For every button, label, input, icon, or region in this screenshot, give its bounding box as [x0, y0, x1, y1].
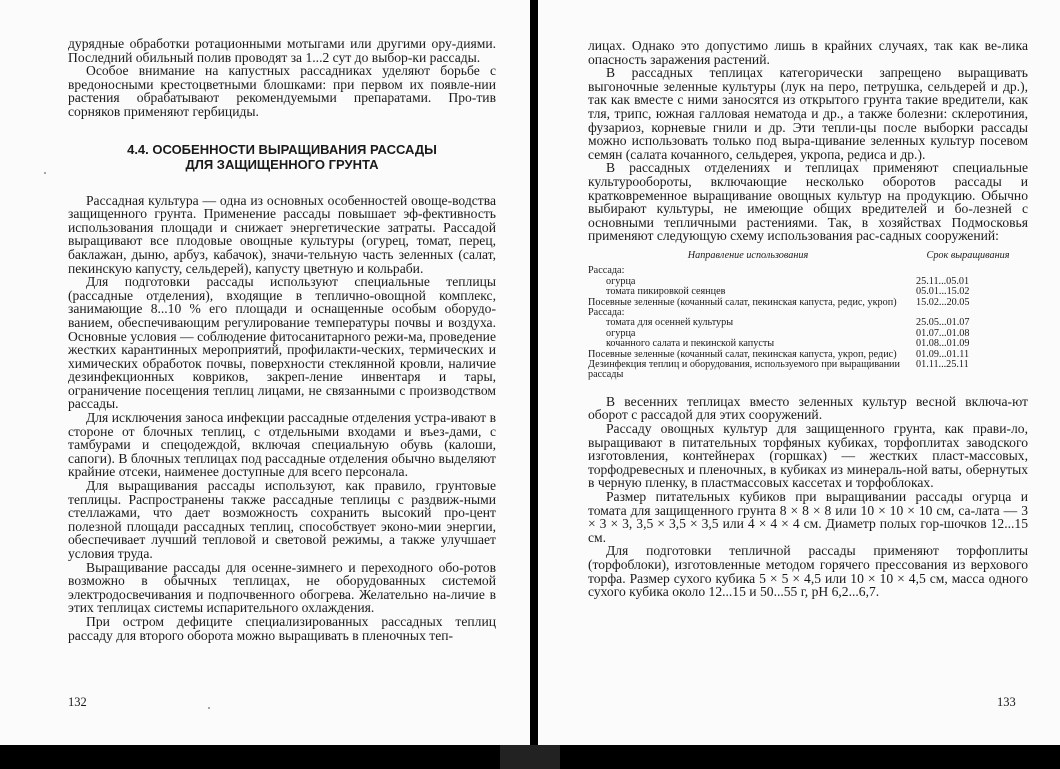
table-cell-term: 05.01...15.02 — [916, 286, 970, 298]
table-row — [588, 298, 1028, 308]
table-cell-term: 01.08...01.09 — [916, 338, 970, 350]
left-paragraph: Для выращивания рассады используют, как правило, грунтовые теплицы. Распространены также рассадные теплицы с раздвиж-ными стеллажами, что дает возможность сохранить высокий про-цент полезной площади рассадных теплиц, способствует эконо-мии энергии, обеспечивает лучший тепловой и световой режимы, а также улучшает условия труда. — [68, 478, 496, 561]
right-page — [538, 0, 1060, 745]
scan-bottom-edge — [0, 745, 1060, 769]
table-cell-usage: огурца — [606, 275, 636, 287]
table-row — [588, 360, 1028, 381]
page-number-left: 132 — [68, 695, 87, 709]
left-paragraph: Рассадная культура — одна из основных особенностей овоще-водства защищенного грунта. Применение рассады повышает эф-фективность использования площади и снижает энергетические затраты. Рассадой выращивают все плодовые овощные культуры (огурец, томат, перец, баклажан, дыню, арбуз, кабачок), значи-тельную часть зеленных (салат, пекинскую капусту, сельдерей), капусту цветную и кольраби. — [68, 192, 496, 276]
left-intro-paragraph: дурядные обработки ротационными мотыгами или другими ору-диями. Последний обильный полив проводят за 1...2 сут до выбор-ки рассады. — [68, 36, 496, 65]
right-paragraph: В весенних теплицах вместо зеленных культур весной включа-ют оборот с рассадой для этих сооружений. — [588, 393, 1028, 423]
table-row — [588, 287, 1028, 297]
table-cell-term: 01.09...01.11 — [916, 348, 970, 360]
table-cell-usage: томата пикировкой сеянцев — [606, 286, 726, 298]
table-cell-term: 25.05...01.07 — [916, 317, 970, 329]
table-cell-term: 01.11...25.11 — [916, 358, 969, 370]
column-header-usage: Направление использования — [687, 249, 809, 261]
column-header-term: Срок выращивания — [926, 249, 1010, 261]
table-body — [588, 266, 1028, 380]
table-cell-usage: Посевные зеленные (кочанный салат, пекинская капуста, укроп, редис) — [588, 348, 897, 360]
table-cell-usage: Дезинфекция теплиц и оборудования, используемого при выращивании рассады — [588, 358, 900, 381]
section-heading-line-2: ДЛЯ ЗАЩИЩЕННОГО ГРУНТА — [185, 156, 379, 172]
table-cell-usage: томата для осенней культуры — [606, 317, 734, 329]
section-heading — [68, 142, 496, 172]
right-paragraph: лицах. Однако это допустимо лишь в крайних случаях, так как ве-лика опасность заражения растений. — [588, 38, 1028, 67]
table-cell-usage: Рассада: — [588, 265, 625, 277]
book-gutter — [530, 0, 538, 769]
table-cell-term: 25.11...05.01 — [916, 275, 970, 287]
right-paragraph: В рассадных теплицах категорически запрещено выращивать выгоночные зеленные культуры (лук на перо, петрушка, сельдерей и др.), так как вместе с ними заносятся из открытого грунта такие вредители, как тля, трипс, южная галловая нематода и др., а также болезни: склеротиния, фузариоз, корневые гнили и др. Эти тепли-цы после выборки рассады можно использовать только под выра-щивание зеленных культур посевом семян (салата кочанного, сельдерея, укропа, редиса и др.). — [588, 65, 1028, 162]
rotation-schedule-table — [588, 251, 1028, 381]
table-cell-usage: Рассада: — [588, 306, 625, 318]
left-text-column — [68, 37, 496, 642]
left-paragraph: При остром дефиците специализированных рассадных теплиц рассаду для второго оборота можно выращивать в пленочных теп- — [68, 613, 496, 643]
table-cell-usage: кочанного салата и пекинской капусты — [606, 338, 775, 350]
table-cell-usage: Посевные зеленные (кочанный салат, пекинская капуста, редис, укроп) — [588, 296, 897, 308]
left-paragraph: Выращивание рассады для осенне-зимнего и переходного обо-ротов возможно в обычных теплицах, не оборудованных системой электродосвечивания и подпочвенного обогрева. Желательно на-личие в этих теплицах системы испарительного охлаждения. — [68, 559, 496, 616]
section-heading-line-1: 4.4. ОСОБЕННОСТИ ВЫРАЩИВАНИЯ РАССАДЫ — [127, 141, 437, 157]
table-header — [588, 251, 1028, 261]
right-paragraph: В рассадных отделениях и теплицах применяют специальные культурообороты, включающие несколько оборотов рассады и кратковременное выращивание овощных культур на продукцию. Обычно выбирают культуры, не имеющие общих вредителей и бо-лезней с основными тепличными растениями. Так, в хозяйствах Подмосковья применяют следующую схему использования рас-садных сооружений: — [588, 160, 1028, 244]
left-paragraph: Для исключения заноса инфекции рассадные отделения устра-ивают в стороне от блочных теплиц, с отдельными входами и въез-дами, с тамбурами и спецодеждой, включая специальную обувь (калоши, сапоги). В блочных теплицах под рассадные отделения обычно выделяют крайние отсеки, наименее доступные для всего персонала. — [68, 410, 496, 480]
left-page — [0, 0, 530, 745]
right-paragraph: Для подготовки тепличной рассады применяют торфоплиты (торфоблоки), изготовленные методом горячего прессования из верхового торфа. Размер сухого кубика 5 × 5 × 4,5 или 10 × 10 × 4,5 см, масса одного сухого кубика около 12...15 и 50...55 г, pH 6,2...6,7. — [588, 543, 1028, 600]
right-text-column — [588, 39, 1028, 599]
right-paragraph: Размер питательных кубиков при выращивании рассады огурца и томата для защищенного грунта 8 × 8 × 8 или 10 × 10 × 10 см, са-лата — 3 × 3 × 3, 3,5 × 3,5 × 3,5 или 4 × 4 × 4 см. Диаметр полых гор-шочков 12...15 см. — [588, 488, 1028, 545]
table-cell-usage: огурца — [606, 327, 636, 339]
right-paragraph: Рассаду овощных культур для защищенного грунта, как прави-ло, выращивают в питательных торфяных кубиках, торфоплитах заводского изготовления, контейнерах (горшках) — жестких пласт-массовых, торфодревесных и пленочных, в кубиках из минераль-ной ваты, обернутых в черную пленку, в пластмассовых кассетах и торфоблоках. — [588, 420, 1028, 491]
left-paragraph: Для подготовки рассады используют специальные теплицы (рассадные отделения), входящие в теплично-овощной комплекс, занимающие 8...10 % его площади и оснащенные особым оборудо-ванием, обеспечивающим регулирование температуры почвы и воздуха. Основные условия — соблюдение фитосанитарного режи-ма, проведение жестких карантинных мероприятий, профилакти-ческих, термических и химических обработок почвы, поверхности стеклянной кровли, наличие дезинфекционных ковриков, закреп-ление инвентаря и тары, ограничение посещения теплиц лицами, не связанными с производством рассады. — [68, 274, 496, 412]
table-row — [588, 339, 1028, 349]
table-cell-term: 01.07...01.08 — [916, 327, 970, 339]
scan-speck — [208, 707, 210, 709]
left-pests-paragraph: Особое внимание на капустных рассадниках уделяют борьбе с вредоносными крестоцветными блошками: при первом их появле-нии растения обрабатывают рекомендуемыми препаратами. Про-тив сорняков применяют гербициды. — [68, 63, 496, 119]
table-cell-term: 15.02...20.05 — [916, 296, 970, 308]
scan-speck — [44, 172, 46, 174]
page-number-right: 133 — [997, 695, 1016, 709]
